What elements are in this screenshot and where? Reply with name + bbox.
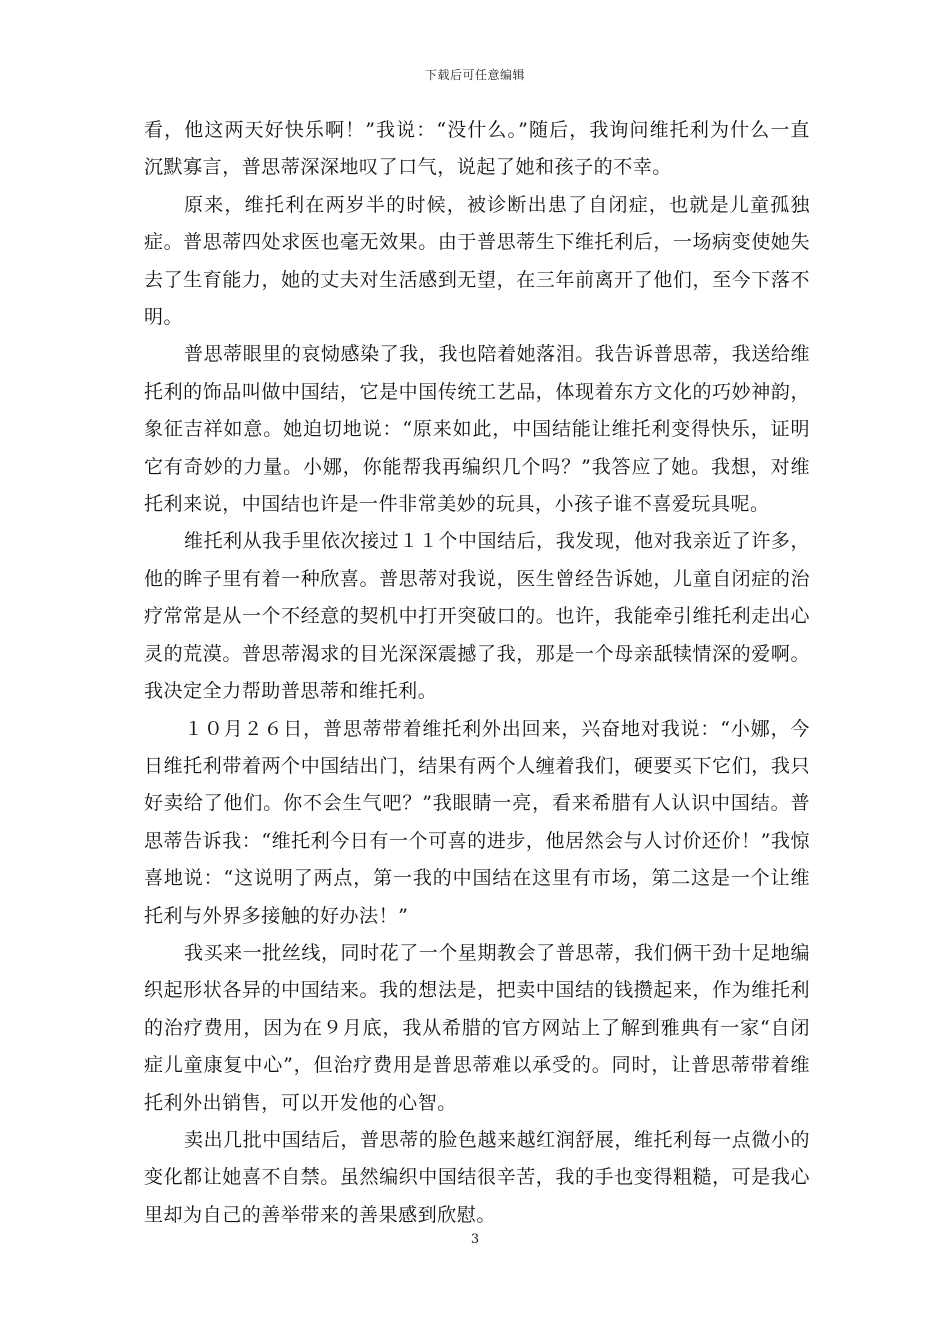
paragraph-6: 我买来一批丝线，同时花了一个星期教会了普思蒂，我们俩干劲十足地编织起形状各异的中国结来。我的想法是，把卖中国结的钱攒起来，作为维托利的治疗费用，因为在９月底，我从希腊的官方网站上了解到雅典有一家“自闭症儿童康复中心”，但治疗费用是普思蒂难以承受的。同时，让普思蒂带着维托利外出销售，可以开发他的心智。 <box>144 941 810 1114</box>
paragraph-2: 原来，维托利在两岁半的时候，被诊断出患了自闭症，也就是儿童孤独症。普思蒂四处求医也毫无效果。由于普思蒂生下维托利后，一场病变使她失去了生育能力，她的丈夫对生活感到无望，在三年前离开了他们，至今下落不明。 <box>144 193 810 329</box>
page-number: 3 <box>470 1232 480 1247</box>
paragraph-5: １０月２６日，普思蒂带着维托利外出回来，兴奋地对我说：“小娜，今日维托利带着两个中国结出门，结果有两个人缠着我们，硬要买下它们，我只好卖给了他们。你不会生气吧？”我眼睛一亮，看来希腊有人认识中国结。普思蒂告诉我：“维托利今日有一个可喜的进步，他居然会与人讨价还价！”我惊喜地说：“这说明了两点，第一我的中国结在这里有市场，第二这是一个让维托利与外界多接触的好办法！” <box>144 717 810 927</box>
paragraph-4: 维托利从我手里依次接过１１个中国结后，我发现，他对我亲近了许多，他的眸子里有着一种欣喜。普思蒂对我说，医生曾经告诉她，儿童自闭症的治疗常常是从一个不经意的契机中打开突破口的。也许，我能牵引维托利走出心灵的荒漠。普思蒂渴求的目光深深震撼了我，那是一个母亲舐犊情深的爱啊。我决定全力帮助普思蒂和维托利。 <box>144 530 810 703</box>
paragraph-1: 看，他这两天好快乐啊！”我说：“没什么。”随后，我询问维托利为什么一直沉默寡言，普思蒂深深地叹了口气，说起了她和孩子的不幸。 <box>144 119 810 179</box>
document-body <box>144 112 810 1234</box>
page-header: 下载后可任意编辑 <box>424 68 525 82</box>
paragraph-3: 普思蒂眼里的哀恸感染了我，我也陪着她落泪。我告诉普思蒂，我送给维托利的饰品叫做中国结，它是中国传统工艺品，体现着东方文化的巧妙神韵，象征吉祥如意。她迫切地说：“原来如此，中国结能让维托利变得快乐，证明它有奇妙的力量。小娜，你能帮我再编织几个吗？”我答应了她。我想，对维托利来说，中国结也许是一件非常美妙的玩具，小孩子谁不喜爱玩具呢。 <box>144 343 810 516</box>
paragraph-7: 卖出几批中国结后，普思蒂的脸色越来越红润舒展，维托利每一点微小的变化都让她喜不自禁。虽然编织中国结很辛苦，我的手也变得粗糙，可是我心里却为自己的善举带来的善果感到欣慰。 <box>144 1128 810 1226</box>
